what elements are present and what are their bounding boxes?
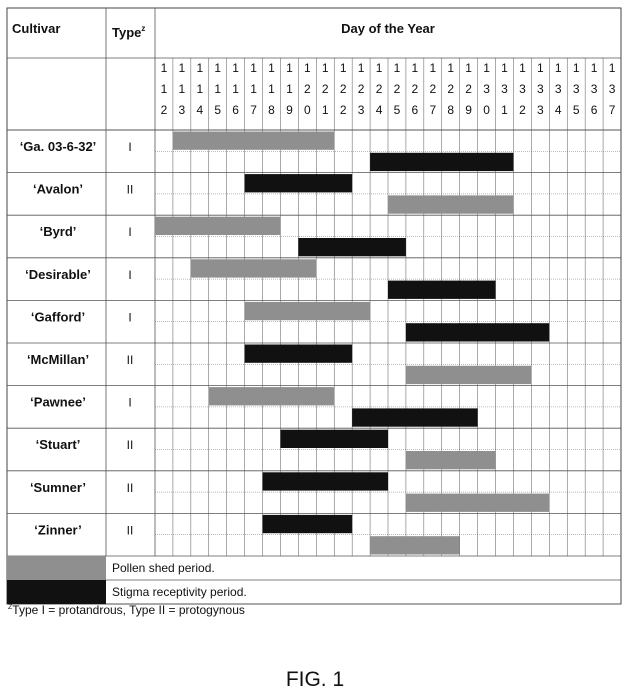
legend-swatch-pollen — [7, 556, 106, 580]
day-tick-label: 1 — [232, 61, 239, 75]
stigma-bar — [298, 238, 406, 256]
day-tick-label: 3 — [608, 82, 616, 96]
day-tick-label: 2 — [357, 82, 365, 96]
day-tick-label: 3 — [357, 103, 365, 117]
day-tick-label: 2 — [375, 82, 383, 96]
day-tick-label: 1 — [483, 61, 490, 75]
footnote-text: Type I = protandrous, Type II = protogynous — [12, 603, 245, 617]
day-tick-label: 1 — [411, 61, 419, 75]
stigma-bar — [388, 281, 496, 299]
pollen-bar — [209, 387, 334, 405]
stigma-bar — [406, 323, 549, 341]
pollen-bar — [406, 494, 549, 512]
day-tick-label: 4 — [375, 103, 383, 117]
day-tick-label: 8 — [447, 103, 455, 117]
day-tick-label: 1 — [590, 61, 598, 75]
pollen-bar — [406, 451, 496, 469]
day-tick-label: 1 — [465, 61, 472, 75]
day-tick-label: 7 — [429, 103, 437, 117]
day-tick-label: 2 — [519, 103, 526, 117]
pollen-bar — [155, 217, 280, 235]
type-label: I — [128, 310, 132, 325]
day-tick-label: 1 — [537, 61, 544, 75]
day-tick-label: 3 — [178, 103, 186, 117]
pollen-bar — [388, 195, 513, 213]
day-tick-label: 2 — [393, 82, 401, 96]
header-days: Day of the Year — [341, 21, 435, 36]
pollen-bar — [370, 536, 460, 554]
day-tick-label: 1 — [304, 61, 311, 75]
stigma-bar — [370, 153, 513, 171]
day-tick-label: 1 — [250, 82, 257, 96]
day-tick-label: 1 — [519, 61, 526, 75]
day-tick-label: 2 — [447, 82, 455, 96]
day-tick-label: 9 — [286, 103, 293, 117]
day-tick-label: 2 — [321, 82, 329, 96]
day-tick-label: 9 — [465, 103, 472, 117]
stigma-bar — [352, 408, 477, 426]
header-type-label: Type — [112, 25, 142, 40]
day-tick-label: 5 — [214, 103, 222, 117]
day-tick-label: 3 — [537, 82, 544, 96]
legend-label-stigma: Stigma receptivity period. — [112, 585, 247, 599]
day-tick-label: 3 — [501, 82, 508, 96]
stigma-bar — [280, 430, 388, 448]
day-tick-label: 1 — [268, 61, 275, 75]
header-cultivar: Cultivar — [12, 21, 61, 36]
day-tick-label: 1 — [214, 61, 222, 75]
pollen-bar — [173, 132, 334, 150]
type-label: I — [128, 267, 132, 282]
legend-swatch-stigma — [7, 580, 106, 604]
day-tick-label: 4 — [196, 103, 204, 117]
day-tick-label: 1 — [178, 82, 186, 96]
stigma-bar — [263, 472, 388, 490]
stigma-bar — [245, 345, 353, 363]
legend-label-pollen: Pollen shed period. — [112, 561, 215, 575]
day-tick-label: 2 — [465, 82, 472, 96]
day-tick-label: 3 — [554, 82, 562, 96]
day-tick-label: 1 — [196, 61, 204, 75]
cultivar-label: ‘Ga. 03-6-32’ — [19, 139, 97, 154]
type-label: I — [128, 140, 132, 154]
type-label: I — [128, 395, 132, 410]
cultivar-label: ‘Sumner’ — [29, 479, 87, 495]
figure-label: FIG. 1 — [285, 668, 345, 691]
day-tick-label: 1 — [178, 61, 186, 75]
day-tick-label: 3 — [537, 103, 544, 117]
pollen-bar — [406, 366, 531, 384]
footnote-superscript: Z — [8, 604, 13, 611]
day-tick-label: 5 — [572, 103, 580, 117]
day-tick-label: 2 — [160, 103, 168, 117]
day-tick-label: 7 — [608, 103, 616, 117]
cultivar-label: ‘Avalon’ — [32, 181, 84, 197]
day-tick-label: 1 — [286, 61, 293, 75]
day-tick-label: 6 — [590, 103, 598, 117]
day-tick-label: 3 — [572, 82, 580, 96]
day-tick-label: 1 — [447, 61, 455, 75]
day-tick-label: 1 — [321, 61, 329, 75]
header-type — [112, 24, 145, 40]
type-label: II — [126, 353, 134, 367]
cultivar-label: ‘Byrd’ — [39, 224, 77, 240]
day-tick-label: 1 — [501, 103, 508, 117]
cultivar-label: ‘Pawnee’ — [30, 394, 86, 410]
day-tick-label: 2 — [339, 82, 347, 96]
type-label: I — [128, 225, 132, 240]
day-tick-label: 3 — [483, 82, 490, 96]
day-tick-label: 3 — [590, 82, 598, 96]
day-tick-label: 1 — [196, 82, 204, 96]
day-tick-label: 1 — [375, 61, 383, 75]
day-tick-label: 4 — [554, 103, 562, 117]
day-tick-label: 1 — [357, 61, 365, 75]
day-tick-label: 1 — [160, 61, 168, 75]
type-label: II — [126, 182, 134, 197]
footnote — [8, 603, 245, 617]
day-tick-label: 1 — [608, 61, 616, 75]
cultivar-label: ‘Stuart’ — [35, 437, 81, 453]
legend — [7, 556, 621, 604]
day-tick-label: 8 — [268, 103, 275, 117]
day-tick-label: 2 — [339, 103, 347, 117]
type-label: II — [126, 438, 134, 453]
day-tick-label: 6 — [411, 103, 419, 117]
day-tick-label: 1 — [554, 61, 562, 75]
day-tick-label: 6 — [232, 103, 239, 117]
day-tick-label: 0 — [483, 103, 490, 117]
day-tick-label: 3 — [519, 82, 526, 96]
type-label: II — [126, 480, 134, 495]
day-tick-label: 2 — [304, 82, 311, 96]
day-tick-label: 1 — [501, 61, 508, 75]
day-tick-label: 7 — [250, 103, 257, 117]
cultivar-label: ‘Zinner’ — [34, 522, 82, 538]
day-tick-label: 1 — [286, 82, 293, 96]
cultivar-label: ‘Desirable’ — [25, 266, 91, 282]
day-tick-label: 1 — [429, 61, 437, 75]
cultivar-label: ‘Gafford’ — [30, 309, 86, 325]
header-type-superscript: z — [141, 24, 146, 33]
day-tick-label: 2 — [411, 82, 419, 96]
day-tick-label: 1 — [572, 61, 580, 75]
day-tick-label: 1 — [393, 61, 401, 75]
pollen-bar — [245, 302, 370, 320]
cultivar-label: ‘McMillan’ — [26, 352, 90, 367]
pollen-bar — [191, 259, 316, 277]
day-tick-label: 1 — [321, 103, 329, 117]
stigma-bar — [245, 174, 353, 192]
day-tick-label: 1 — [232, 82, 239, 96]
type-label: II — [126, 523, 134, 538]
day-tick-label: 1 — [160, 82, 168, 96]
stigma-bar — [263, 515, 353, 533]
day-tick-label: 5 — [393, 103, 401, 117]
day-tick-label: 0 — [304, 103, 311, 117]
day-tick-label: 1 — [250, 61, 257, 75]
day-tick-label: 1 — [339, 61, 347, 75]
day-tick-label: 1 — [268, 82, 275, 96]
day-tick-label: 2 — [429, 82, 437, 96]
day-tick-label: 1 — [214, 82, 222, 96]
